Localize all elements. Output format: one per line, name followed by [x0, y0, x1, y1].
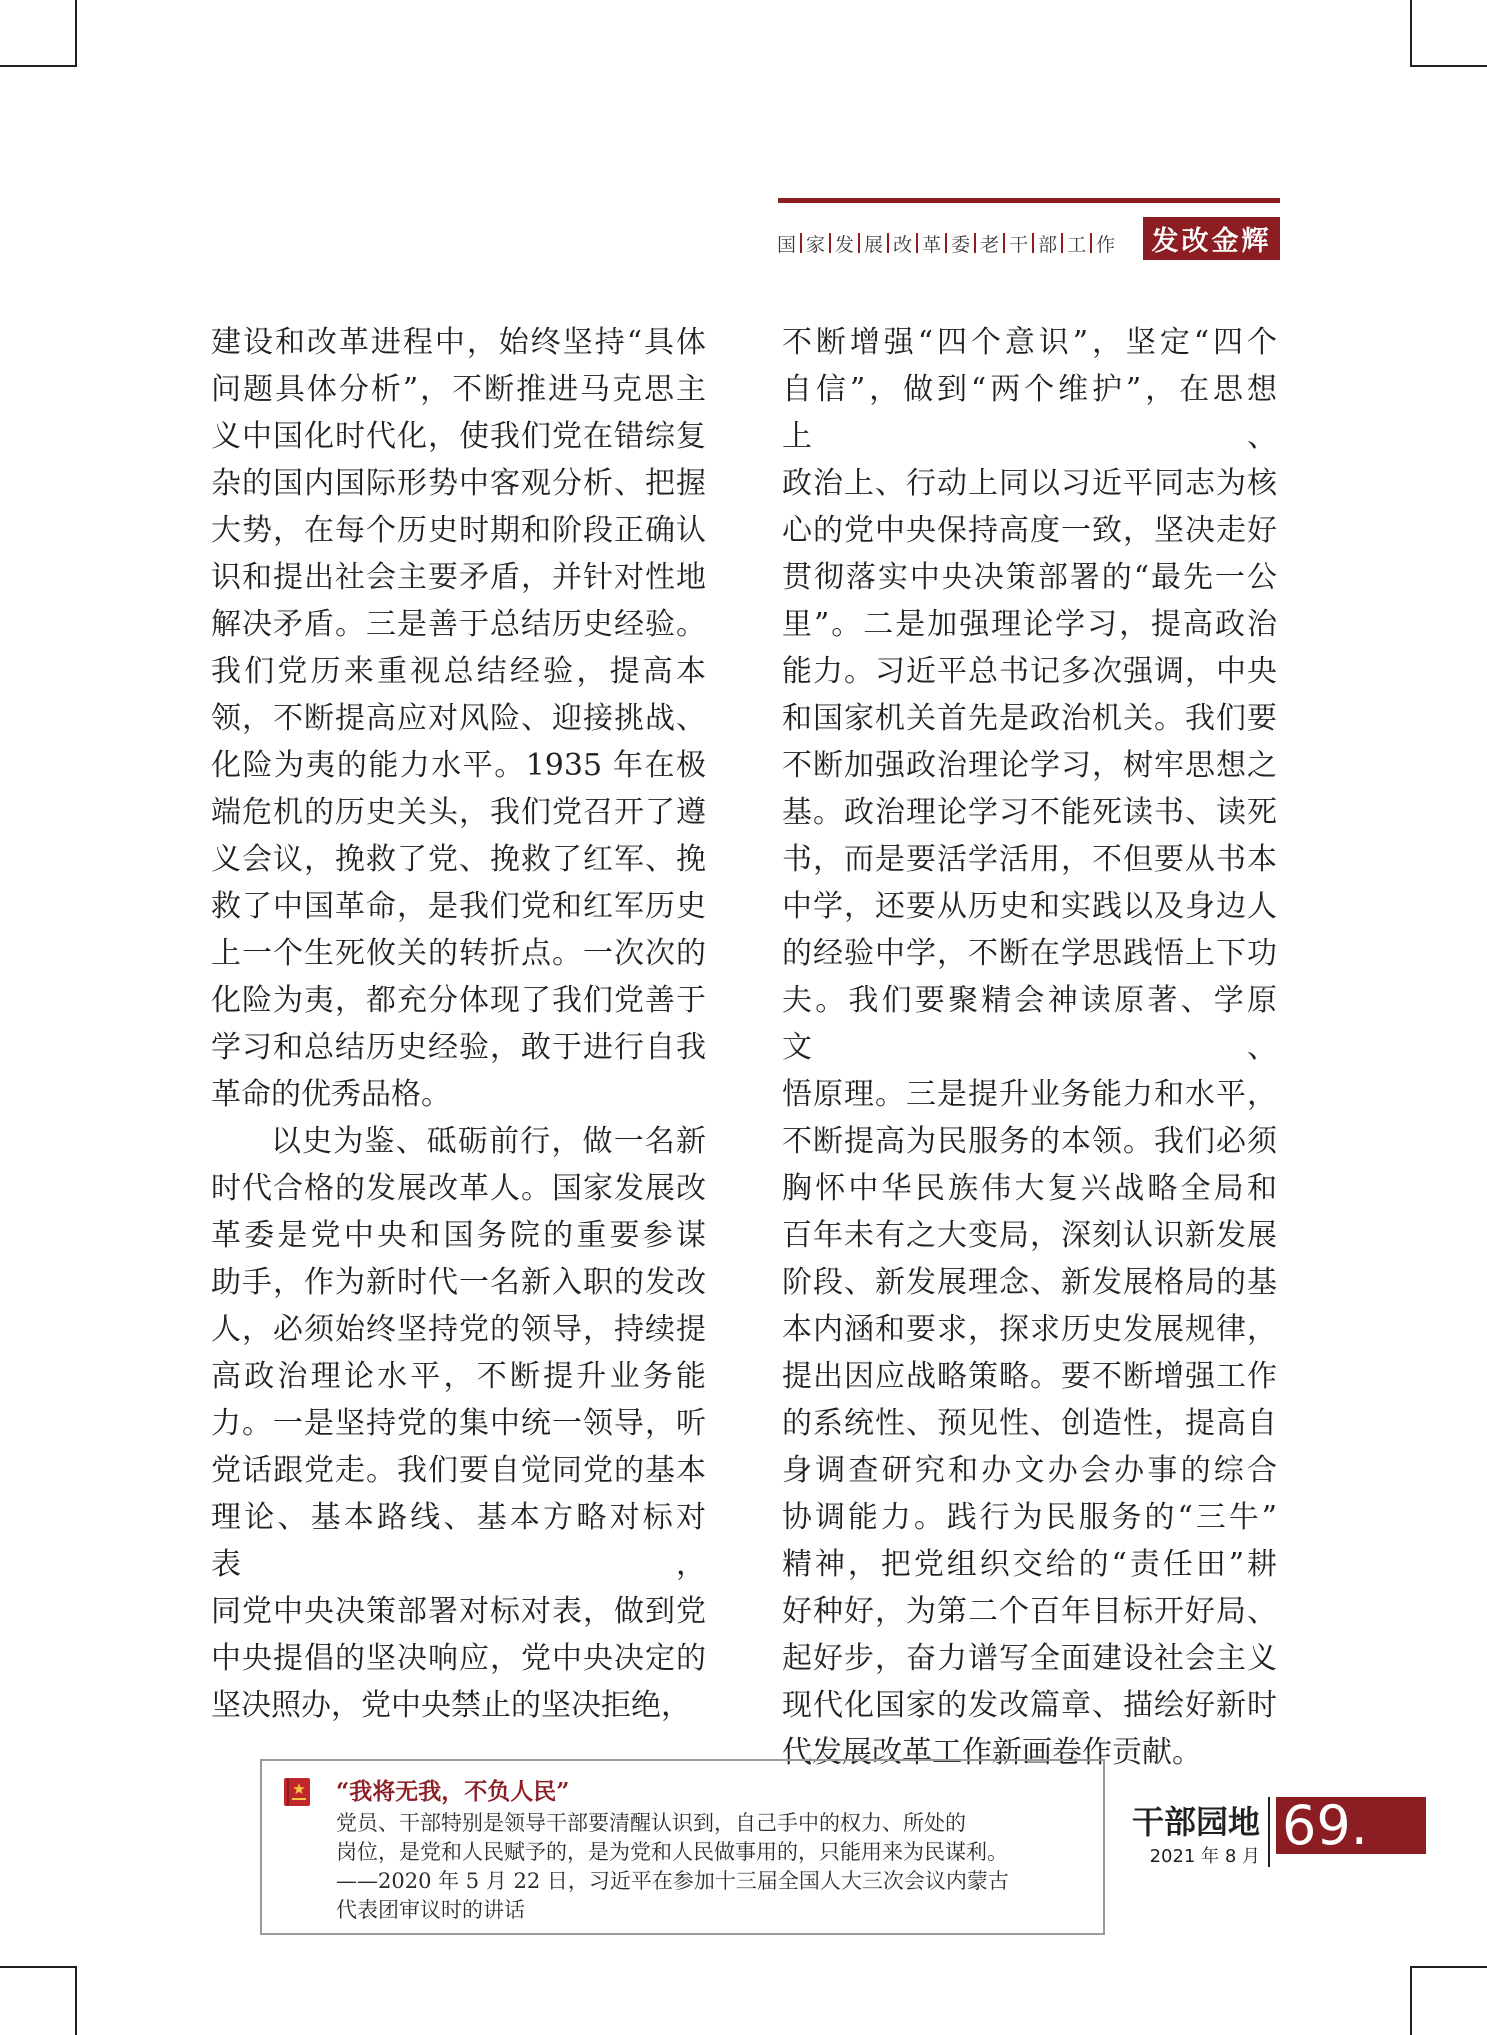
article-line: 起好步，奋力谱写全面建设社会主义: [782, 1641, 1277, 1676]
article-line: 端危机的历史关头，我们党召开了遵: [211, 795, 706, 830]
article-line: 不断加强政治理论学习，树牢思想之: [782, 748, 1277, 783]
article-line: 力。一是坚持党的集中统一领导，听: [211, 1406, 706, 1441]
article-line: 上一个生死攸关的转折点。一次次的: [211, 936, 706, 971]
crop-mark-top-right-h: [1410, 65, 1487, 67]
header-nav-char: 部: [1038, 233, 1058, 256]
magazine-title: 干部园地: [1131, 1803, 1260, 1841]
header-nav-separator: [800, 233, 802, 253]
article-line: 建设和改革进程中，始终坚持“具体: [211, 325, 706, 360]
quote-line: 党员、干部特别是领导干部要清醒认识到，自己手中的权力、所处的: [336, 1811, 966, 1835]
article-line: 同党中央决策部署对标对表，做到党: [211, 1594, 706, 1629]
article-line: 以史为鉴、砥砺前行，做一名新: [271, 1124, 706, 1159]
article-line: 助手，作为新时代一名新入职的发改: [211, 1265, 706, 1300]
article-line: 化险为夷，都充分体现了我们党善于: [211, 983, 706, 1018]
header-nav-separator: [1061, 233, 1063, 253]
quote-line: 代表团审议时的讲话: [336, 1898, 525, 1922]
quote-text: [336, 1809, 1086, 1925]
article-line: 解决矛盾。三是善于总结历史经验。: [211, 607, 706, 642]
article-line: 党话跟党走。我们要自觉同党的基本: [211, 1453, 706, 1488]
article-line: 贯彻落实中央决策部署的“最先一公: [782, 560, 1277, 595]
article-line: 政治上、行动上同以习近平同志为核: [782, 466, 1277, 501]
header-nav-separator: [829, 233, 831, 253]
article-line: 的经验中学，不断在学思践悟上下功: [782, 936, 1277, 971]
article-line: 识和提出社会主要矛盾，并针对性地: [211, 560, 706, 595]
crop-mark-bottom-left-v: [75, 1966, 77, 2035]
article-line: 救了中国革命，是我们党和红军历史: [211, 889, 706, 924]
article-line: 百年未有之大变局，深刻认识新发展: [782, 1218, 1277, 1253]
article-line: 自信”，做到“两个维护”，在思想上、: [782, 372, 1277, 454]
header-nav-separator: [974, 233, 976, 253]
article-line: 现代化国家的发改篇章、描绘好新时: [782, 1688, 1277, 1723]
article-right-column: [782, 319, 1277, 1776]
article-line: 义会议，挽救了党、挽救了红军、挽: [211, 842, 706, 877]
article-line: 协调能力。践行为民服务的“三牛”: [782, 1500, 1277, 1535]
header-nav-separator: [887, 233, 889, 253]
crop-mark-top-right-v: [1410, 0, 1412, 65]
header-nav-char: 委: [951, 233, 971, 256]
article-line: 提出因应战略策略。要不断增强工作: [782, 1359, 1277, 1394]
book-icon: [282, 1777, 312, 1807]
article-line: 能力。习近平总书记多次强调，中央: [782, 654, 1277, 689]
header-nav-separator: [1003, 233, 1005, 253]
quote-line: ——2020 年 5 月 22 日，习近平在参加十三届全国人大三次会议内蒙古: [336, 1869, 1009, 1893]
header-nav-char: 展: [864, 233, 884, 256]
article-line: 革委是党中央和国务院的重要参谋: [211, 1218, 706, 1253]
article-line: 中学，还要从历史和实践以及身边人: [782, 889, 1277, 924]
crop-mark-bottom-right-v: [1410, 1966, 1412, 2035]
quote-title: “我将无我，不负人民”: [336, 1778, 570, 1805]
header-nav-char: 老: [980, 233, 1000, 256]
header-nav-char: 干: [1009, 233, 1029, 256]
header-nav-separator: [916, 233, 918, 253]
header-nav-char: 作: [1096, 233, 1116, 256]
article-line: 夫。我们要聚精会神读原著、学原文、: [782, 983, 1277, 1065]
header-nav-char: 家: [806, 233, 826, 256]
crop-mark-bottom-left-h: [0, 1966, 77, 1968]
header-nav-char: 发: [835, 233, 855, 256]
footer-divider: [1268, 1797, 1270, 1867]
issue-date: 2021 年 8 月: [1149, 1846, 1260, 1867]
article-line: 人，必须始终坚持党的领导，持续提: [211, 1312, 706, 1347]
crop-mark-top-left-h: [0, 65, 77, 67]
article-line: 悟原理。三是提升业务能力和水平，: [782, 1077, 1277, 1112]
article-line: 领，不断提高应对风险、迎接挑战、: [211, 701, 706, 736]
crop-mark-top-left-v: [75, 0, 77, 65]
article-line: 精神，把党组织交给的“责任田”耕: [782, 1547, 1277, 1582]
article-line: 高政治理论水平，不断提升业务能: [211, 1359, 706, 1394]
article-line: 不断提高为民服务的本领。我们必须: [782, 1124, 1277, 1159]
article-line: 好种好，为第二个百年目标开好局、: [782, 1594, 1277, 1629]
article-line: 我们党历来重视总结经验，提高本: [211, 654, 706, 689]
header-badge: 发改金辉: [1143, 217, 1280, 260]
article-line: 心的党中央保持高度一致，坚决走好: [782, 513, 1277, 548]
quote-box: [260, 1759, 1105, 1935]
article-line: 和国家机关首先是政治机关。我们要: [782, 701, 1277, 736]
article-line: 理论、基本路线、基本方略对标对表，: [211, 1500, 706, 1582]
header-nav-separator: [945, 233, 947, 253]
article-line: 杂的国内国际形势中客观分析、把握: [211, 466, 706, 501]
article-line: 坚决照办，党中央禁止的坚决拒绝，: [211, 1688, 691, 1723]
crop-mark-bottom-right-h: [1410, 1966, 1487, 1968]
article-line: 身调查研究和办文办会办事的综合: [782, 1453, 1277, 1488]
header-nav: [777, 228, 1115, 258]
article-line: 大势，在每个历史时期和阶段正确认: [211, 513, 706, 548]
header-nav-separator: [1032, 233, 1034, 253]
article-line: 里”。二是加强理论学习，提高政治: [782, 607, 1277, 642]
article-line: 基。政治理论学习不能死读书、读死: [782, 795, 1277, 830]
article-line: 革命的优秀品格。: [211, 1077, 451, 1112]
header-rule: [778, 198, 1280, 203]
article-line: 代发展改革工作新画卷作贡献。: [782, 1735, 1202, 1770]
header-nav-char: 工: [1067, 233, 1087, 256]
article-line: 问题具体分析”，不断推进马克思主: [211, 372, 706, 407]
article-left-column: [211, 319, 706, 1729]
article-line: 不断增强“四个意识”，坚定“四个: [782, 325, 1277, 360]
header-nav-char: 国: [777, 233, 797, 256]
article-line: 时代合格的发展改革人。国家发展改: [211, 1171, 706, 1206]
article-line: 的系统性、预见性、创造性，提高自: [782, 1406, 1277, 1441]
article-line: 中央提倡的坚决响应，党中央决定的: [211, 1641, 706, 1676]
quote-line: 岗位，是党和人民赋予的，是为党和人民做事用的，只能用来为民谋利。: [336, 1840, 1008, 1864]
article-line: 化险为夷的能力水平。1935 年在极: [211, 748, 706, 783]
page-number: 69.: [1276, 1797, 1426, 1854]
header-nav-separator: [858, 233, 860, 253]
article-line: 阶段、新发展理念、新发展格局的基: [782, 1265, 1277, 1300]
article-line: 本内涵和要求，探求历史发展规律，: [782, 1312, 1277, 1347]
article-line: 书，而是要活学活用，不但要从书本: [782, 842, 1277, 877]
article-line: 学习和总结历史经验，敢于进行自我: [211, 1030, 706, 1065]
article-line: 义中国化时代化，使我们党在错综复: [211, 419, 706, 454]
header-nav-separator: [1090, 233, 1092, 253]
header-nav-char: 改: [893, 233, 913, 256]
article-line: 胸怀中华民族伟大复兴战略全局和: [782, 1171, 1277, 1206]
header-nav-char: 革: [922, 233, 942, 256]
